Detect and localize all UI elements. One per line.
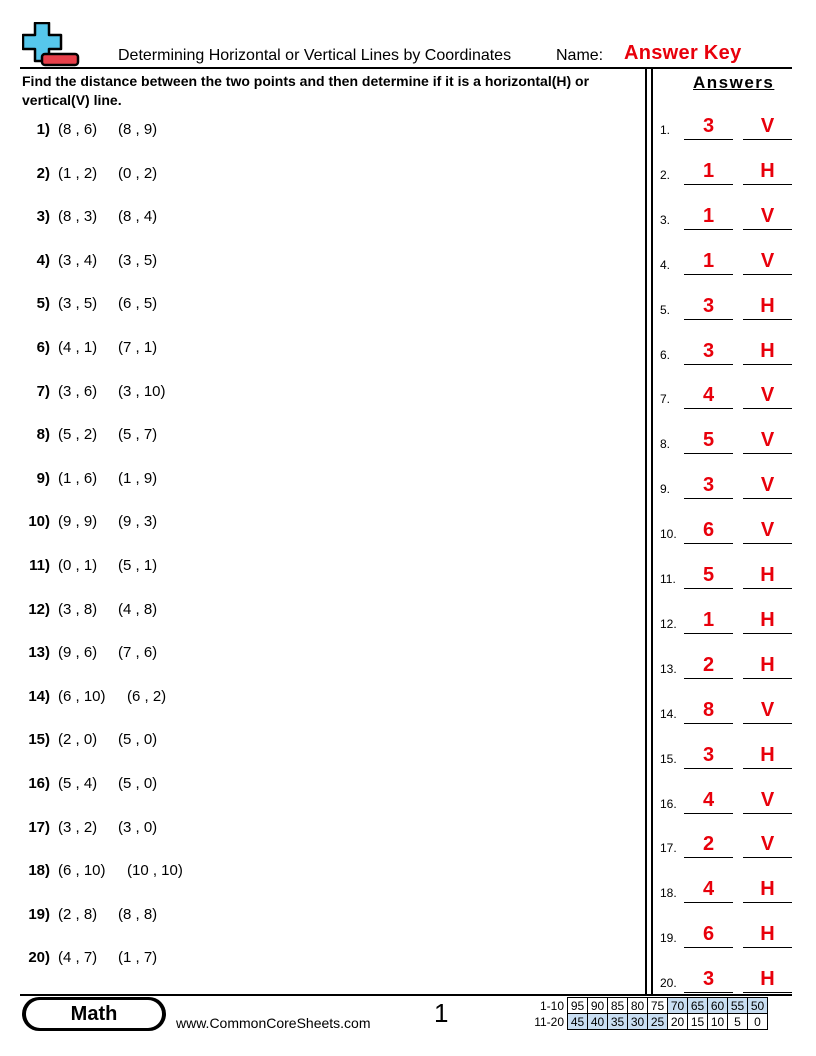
problem-item — [0, 339, 640, 359]
problem-item — [0, 426, 640, 446]
point-one: (9 , 6) — [58, 644, 98, 662]
point-one: (3 , 2) — [58, 818, 98, 836]
problem-item — [0, 688, 640, 708]
distance-answer[interactable]: 1 — [684, 159, 733, 185]
problem-item — [0, 906, 640, 926]
point-two: (5 , 7) — [118, 426, 158, 444]
score-cell: 40 — [588, 1014, 608, 1030]
score-cell: 0 — [748, 1014, 768, 1030]
line-type-answer[interactable]: H — [743, 743, 792, 769]
problem-number: 14) — [28, 687, 50, 705]
line-type-answer[interactable]: V — [743, 518, 792, 544]
footer-divider — [20, 994, 792, 996]
answer-number: 14. — [660, 706, 677, 721]
distance-answer[interactable]: 2 — [684, 653, 733, 679]
answer-row — [660, 604, 796, 634]
point-one: (4 , 7) — [58, 949, 98, 967]
score-cell: 35 — [608, 1014, 628, 1030]
point-two: (8 , 4) — [118, 208, 158, 226]
answer-row — [660, 649, 796, 679]
problem-item — [0, 383, 640, 403]
answer-number: 13. — [660, 661, 677, 676]
point-two: (8 , 9) — [118, 121, 158, 138]
problem-number: 1) — [36, 121, 50, 138]
line-type-answer[interactable]: V — [743, 832, 792, 858]
distance-answer[interactable]: 6 — [684, 922, 733, 948]
point-two: (6 , 5) — [118, 295, 158, 313]
column-divider — [645, 67, 653, 994]
problem-number: 11) — [29, 557, 50, 574]
distance-answer[interactable]: 3 — [684, 473, 733, 499]
problem-item — [0, 775, 640, 795]
answer-row — [660, 739, 796, 769]
problem-number: 10) — [28, 513, 50, 531]
point-one: (6 , 10) — [58, 687, 106, 705]
point-two: (5 , 0) — [118, 775, 158, 792]
answer-row — [660, 155, 796, 185]
line-type-answer[interactable]: V — [743, 114, 792, 140]
problem-number: 7) — [36, 382, 50, 400]
name-label: Name: — [556, 47, 604, 64]
answer-row — [660, 110, 796, 140]
point-two: (7 , 1) — [118, 339, 158, 356]
point-one: (3 , 6) — [58, 382, 98, 400]
score-cell: 25 — [648, 1014, 668, 1030]
score-cell: 15 — [688, 1014, 708, 1030]
line-type-answer[interactable]: H — [743, 877, 792, 903]
problem-number: 16) — [28, 775, 50, 792]
page-number: 1 — [434, 998, 449, 1028]
score-cell: 65 — [688, 998, 708, 1014]
score-cell: 20 — [668, 1014, 688, 1030]
distance-answer[interactable]: 3 — [684, 294, 733, 320]
line-type-answer[interactable]: H — [743, 653, 792, 679]
point-one: (8 , 6) — [58, 121, 98, 138]
problem-number: 6) — [36, 339, 50, 356]
point-two: (8 , 8) — [118, 905, 158, 923]
distance-answer[interactable]: 8 — [684, 698, 733, 724]
distance-answer[interactable]: 1 — [684, 204, 733, 230]
answer-number: 3. — [660, 212, 671, 227]
instructions: Find the distance between the two points and then determine if it is a horizontal(H) or vertical(V) line. — [22, 73, 590, 108]
answer-number: 16. — [660, 796, 677, 811]
answer-number: 18. — [660, 886, 677, 901]
score-cell: 30 — [628, 1014, 648, 1030]
problem-number: 19) — [28, 905, 50, 923]
problem-item — [0, 949, 640, 969]
subject-badge — [22, 997, 166, 1031]
score-cell: 90 — [588, 998, 608, 1014]
answer-row — [660, 290, 796, 320]
problem-number: 18) — [28, 862, 50, 880]
point-two: (3 , 10) — [118, 382, 166, 400]
worksheet-title: Determining Horizontal or Vertical Lines by Coordinates — [118, 47, 512, 64]
answer-row — [660, 424, 796, 454]
line-type-answer[interactable]: H — [743, 294, 792, 320]
line-type-answer[interactable]: H — [743, 159, 792, 185]
answer-row — [660, 469, 796, 499]
subject-label: Math — [26, 1000, 162, 1028]
distance-answer[interactable]: 3 — [684, 339, 733, 365]
distance-answer[interactable]: 4 — [684, 383, 733, 409]
answer-number: 6. — [660, 347, 671, 362]
point-two: (4 , 8) — [118, 600, 158, 618]
answer-number: 9. — [660, 482, 671, 497]
line-type-answer[interactable]: H — [743, 922, 792, 948]
score-cell: 60 — [708, 998, 728, 1014]
distance-answer[interactable]: 1 — [684, 249, 733, 275]
problem-number: 17) — [28, 818, 50, 836]
point-one: (2 , 0) — [58, 731, 98, 749]
problem-item — [0, 513, 640, 533]
score-cell: 5 — [728, 1014, 748, 1030]
answer-number: 8. — [660, 437, 671, 452]
line-type-answer[interactable]: V — [743, 249, 792, 275]
answer-number: 11. — [660, 572, 676, 586]
answer-key-label: Answer Key — [624, 42, 742, 64]
score-cell: 55 — [728, 998, 748, 1014]
line-type-answer[interactable]: V — [743, 698, 792, 724]
answer-number: 4. — [660, 257, 671, 272]
score-cell: 10 — [708, 1014, 728, 1030]
answer-row — [660, 559, 796, 589]
point-two: (7 , 6) — [118, 644, 158, 662]
point-one: (6 , 10) — [58, 862, 106, 880]
point-two: (5 , 1) — [118, 557, 158, 574]
website-link[interactable]: www.CommonCoreSheets.com — [176, 1015, 371, 1031]
problem-number: 12) — [28, 600, 50, 618]
answer-row — [660, 963, 796, 993]
point-two: (5 , 0) — [118, 731, 158, 749]
problem-item — [0, 644, 640, 664]
score-row — [532, 1014, 768, 1030]
line-type-answer[interactable]: V — [743, 473, 792, 499]
answers-heading: Answers — [693, 73, 775, 92]
point-two: (6 , 2) — [127, 687, 167, 705]
answer-number: 19. — [660, 931, 677, 946]
answer-row — [660, 335, 796, 365]
problem-number: 20) — [28, 949, 50, 967]
point-two: (0 , 2) — [118, 164, 158, 182]
problem-item — [0, 165, 640, 185]
line-type-answer[interactable]: H — [743, 339, 792, 365]
point-one: (1 , 6) — [58, 469, 98, 487]
problem-number: 5) — [36, 295, 50, 313]
line-type-answer[interactable]: V — [743, 383, 792, 409]
problem-item — [0, 819, 640, 839]
distance-answer[interactable]: 6 — [684, 518, 733, 544]
point-two: (9 , 3) — [118, 513, 158, 531]
distance-answer[interactable]: 3 — [684, 743, 733, 769]
problem-number: 15) — [28, 731, 50, 749]
line-type-answer[interactable]: V — [743, 204, 792, 230]
answer-number: 15. — [660, 751, 677, 766]
problem-number: 4) — [36, 251, 50, 269]
problem-item — [0, 208, 640, 228]
distance-answer[interactable]: 5 — [684, 428, 733, 454]
distance-answer[interactable]: 3 — [684, 114, 733, 140]
line-type-answer[interactable]: H — [743, 608, 792, 634]
line-type-answer[interactable]: H — [743, 563, 792, 589]
point-one: (8 , 3) — [58, 208, 98, 226]
plus-minus-logo-icon — [22, 22, 80, 68]
problem-number: 8) — [36, 426, 50, 444]
point-one: (5 , 4) — [58, 775, 98, 792]
point-two: (1 , 9) — [118, 469, 158, 487]
score-cell: 80 — [628, 998, 648, 1014]
score-cell: 45 — [568, 1014, 588, 1030]
point-one: (3 , 4) — [58, 251, 98, 269]
point-two: (1 , 7) — [118, 949, 158, 967]
line-type-answer[interactable]: V — [743, 788, 792, 814]
distance-answer[interactable]: 1 — [684, 608, 733, 634]
line-type-answer[interactable]: V — [743, 428, 792, 454]
distance-answer[interactable]: 4 — [684, 877, 733, 903]
line-type-answer[interactable]: H — [743, 967, 792, 993]
distance-answer[interactable]: 2 — [684, 832, 733, 858]
problem-item — [0, 862, 640, 882]
problem-item — [0, 295, 640, 315]
point-one: (0 , 1) — [58, 557, 98, 574]
problem-number: 13) — [28, 644, 50, 662]
answer-number: 17. — [660, 841, 677, 856]
problem-number: 2) — [36, 164, 50, 182]
problem-item — [0, 731, 640, 751]
point-one: (2 , 8) — [58, 905, 98, 923]
answer-row — [660, 784, 796, 814]
score-row-label: 1-10 — [539, 998, 564, 1013]
problem-item — [0, 252, 640, 272]
score-cell: 85 — [608, 998, 628, 1014]
point-one: (3 , 5) — [58, 295, 98, 313]
answer-row — [660, 918, 796, 948]
answer-number: 1. — [660, 123, 671, 137]
answer-row — [660, 245, 796, 275]
answer-row — [660, 200, 796, 230]
problem-item — [0, 470, 640, 490]
point-one: (1 , 2) — [58, 164, 98, 182]
point-one: (3 , 8) — [58, 600, 98, 618]
distance-answer[interactable]: 3 — [684, 967, 733, 993]
header-divider — [20, 67, 792, 69]
point-two: (10 , 10) — [127, 862, 183, 880]
problem-number: 3) — [36, 208, 50, 226]
answer-number: 12. — [660, 616, 677, 631]
answer-row — [660, 694, 796, 724]
answer-number: 7. — [660, 392, 671, 407]
score-row-label: 11-20 — [534, 1014, 564, 1029]
point-two: (3 , 5) — [118, 251, 158, 269]
point-one: (4 , 1) — [58, 339, 98, 356]
answer-number: 5. — [660, 302, 671, 317]
distance-answer[interactable]: 5 — [684, 563, 733, 589]
score-table — [532, 997, 768, 1030]
answer-number: 2. — [660, 167, 671, 182]
problem-item — [0, 557, 640, 577]
score-cell: 75 — [648, 998, 668, 1014]
answer-number: 20. — [660, 976, 677, 991]
problem-number: 9) — [36, 469, 50, 487]
answer-row — [660, 514, 796, 544]
answer-row — [660, 379, 796, 409]
answer-row — [660, 828, 796, 858]
distance-answer[interactable]: 4 — [684, 788, 733, 814]
score-cell: 70 — [668, 998, 688, 1014]
score-cell: 95 — [568, 998, 588, 1014]
score-cell: 50 — [748, 998, 768, 1014]
answer-number: 10. — [660, 527, 677, 542]
score-row — [532, 998, 768, 1014]
point-one: (9 , 9) — [58, 513, 98, 531]
problem-item — [0, 121, 640, 141]
point-two: (3 , 0) — [118, 818, 158, 836]
problem-item — [0, 601, 640, 621]
point-one: (5 , 2) — [58, 426, 98, 444]
answer-row — [660, 873, 796, 903]
